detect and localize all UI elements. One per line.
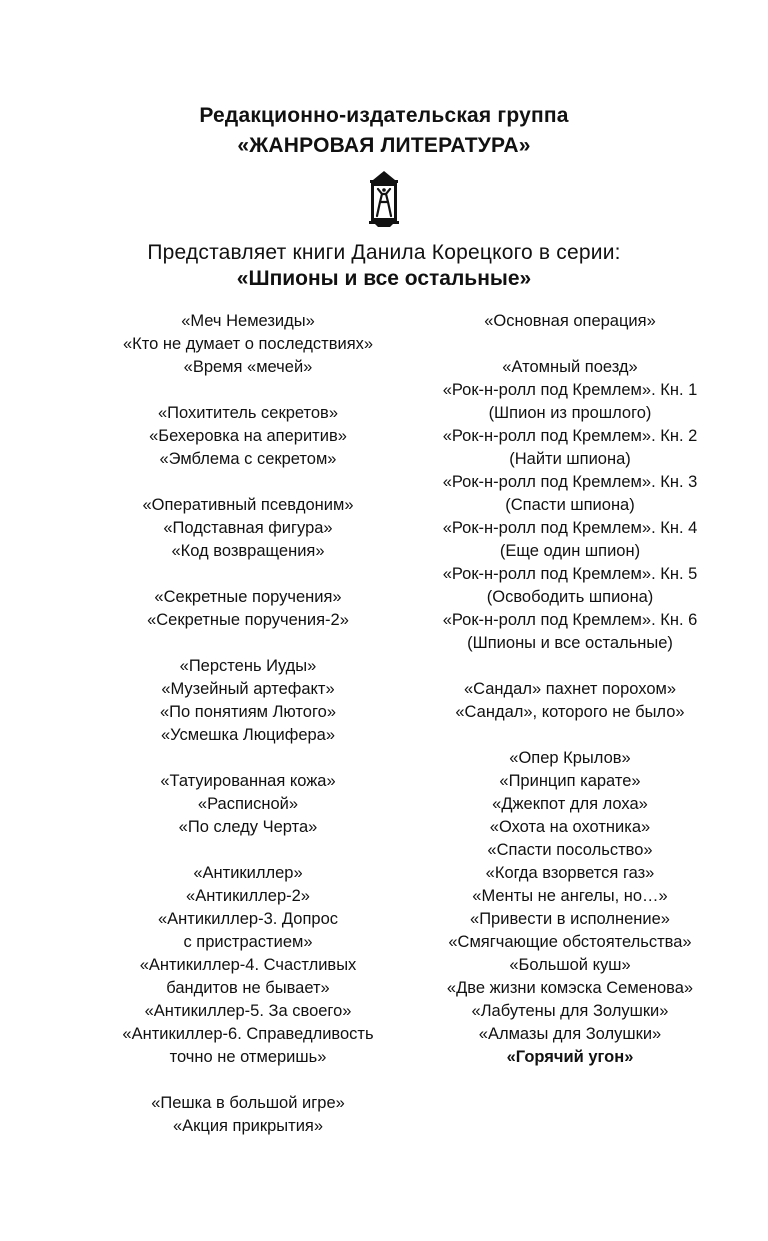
book-title: «Алмазы для Золушки» bbox=[478, 1025, 662, 1043]
list-spacer bbox=[418, 655, 722, 678]
book-title: с пристрастием» bbox=[183, 933, 313, 951]
book-list-left bbox=[100, 310, 396, 1138]
book-title: «По понятиям Лютого» bbox=[160, 703, 336, 721]
book-title: «Опер Крылов» bbox=[509, 749, 631, 767]
book-title: «Спасти посольство» bbox=[487, 841, 653, 859]
book-title: «Музейный артефакт» bbox=[161, 680, 335, 698]
book-title: (Спасти шпиона) bbox=[505, 496, 635, 514]
book-title: (Освободить шпиона) bbox=[486, 588, 654, 606]
book-title: «Меч Немезиды» bbox=[181, 312, 315, 330]
series-intro: Представляет книги Данила Корецкого в серии: bbox=[147, 241, 621, 264]
publisher-name-line2: «ЖАНРОВАЯ ЛИТЕРАТУРА» bbox=[237, 134, 531, 157]
book-title: «Перстень Иуды» bbox=[179, 657, 317, 675]
book-title: «Атомный поезд» bbox=[502, 358, 638, 376]
book-title: «Антикиллер-5. За своего» bbox=[144, 1002, 352, 1020]
book-title: «Менты не ангелы, но…» bbox=[472, 887, 668, 905]
lantern-logo-icon bbox=[365, 170, 403, 228]
book-title: «Привести в исполнение» bbox=[470, 910, 670, 928]
publisher-header bbox=[0, 101, 768, 292]
book-title: «Антикиллер-4. Счастливых bbox=[139, 956, 357, 974]
book-title: «Горячий угон» bbox=[506, 1048, 634, 1066]
book-title: «Смягчающие обстоятельства» bbox=[448, 933, 692, 951]
book-title: «Похититель секретов» bbox=[157, 404, 339, 422]
book-title: «Расписной» bbox=[197, 795, 299, 813]
list-spacer bbox=[100, 563, 396, 586]
book-title: «Лабутены для Золушки» bbox=[471, 1002, 669, 1020]
book-title: «Основная операция» bbox=[484, 312, 656, 330]
book-title: «Время «мечей» bbox=[183, 358, 313, 376]
book-title: (Найти шпиона) bbox=[509, 450, 631, 468]
book-title: «Подставная фигура» bbox=[163, 519, 333, 537]
book-title: «По следу Черта» bbox=[178, 818, 318, 836]
book-title: «Секретные поручения-2» bbox=[147, 611, 349, 629]
book-title: «Рок-н-ролл под Кремлем». Кн. 4 bbox=[442, 519, 698, 537]
book-title: «Кто не думает о последствиях» bbox=[122, 335, 374, 353]
book-title: «Когда взорвется газ» bbox=[485, 864, 655, 882]
book-title: «Антикиллер» bbox=[193, 864, 303, 882]
book-title: «Рок-н-ролл под Кремлем». Кн. 1 bbox=[442, 381, 698, 399]
book-title: «Сандал» пахнет порохом» bbox=[463, 680, 677, 698]
list-spacer bbox=[100, 632, 396, 655]
book-list-right bbox=[418, 310, 722, 1069]
list-spacer bbox=[100, 379, 396, 402]
book-title: «Рок-н-ролл под Кремлем». Кн. 5 bbox=[442, 565, 698, 583]
book-title: «Сандал», которого не было» bbox=[455, 703, 685, 721]
list-spacer bbox=[100, 839, 396, 862]
book-title: (Еще один шпион) bbox=[499, 542, 641, 560]
book-title: точно не отмеришь» bbox=[169, 1048, 327, 1066]
book-title: «Татуированная кожа» bbox=[160, 772, 336, 790]
book-title: «Рок-н-ролл под Кремлем». Кн. 2 bbox=[442, 427, 698, 445]
book-title: «Секретные поручения» bbox=[154, 588, 342, 606]
book-title: «Код возвращения» bbox=[171, 542, 325, 560]
book-title: (Шпион из прошлого) bbox=[488, 404, 652, 422]
list-spacer bbox=[100, 471, 396, 494]
book-title: «Джекпот для лоха» bbox=[492, 795, 648, 813]
list-spacer bbox=[418, 724, 722, 747]
book-title: (Шпионы и все остальные) bbox=[467, 634, 673, 652]
book-title: «Две жизни комэска Семенова» bbox=[446, 979, 694, 997]
book-title: «Большой куш» bbox=[509, 956, 631, 974]
book-title: «Акция прикрытия» bbox=[172, 1117, 324, 1135]
publisher-name-line1: Редакционно-издательская группа bbox=[199, 104, 569, 127]
list-spacer bbox=[418, 333, 722, 356]
list-spacer bbox=[100, 747, 396, 770]
book-title: «Рок-н-ролл под Кремлем». Кн. 3 bbox=[442, 473, 698, 491]
book-title: «Усмешка Люцифера» bbox=[160, 726, 336, 744]
series-title: «Шпионы и все остальные» bbox=[236, 267, 532, 290]
book-title: «Оперативный псевдоним» bbox=[142, 496, 354, 514]
list-spacer bbox=[100, 1069, 396, 1092]
book-title: бандитов не бывает» bbox=[166, 979, 330, 997]
book-title: «Пешка в большой игре» bbox=[151, 1094, 345, 1112]
book-title: «Принцип карате» bbox=[499, 772, 641, 790]
book-title: «Эмблема с секретом» bbox=[159, 450, 337, 468]
book-title: «Антикиллер-6. Справедливость bbox=[122, 1025, 374, 1043]
book-title: «Антикиллер-3. Допрос bbox=[157, 910, 339, 928]
book-title: «Бехеровка на аперитив» bbox=[149, 427, 347, 445]
book-title: «Охота на охотника» bbox=[489, 818, 651, 836]
book-title: «Рок-н-ролл под Кремлем». Кн. 6 bbox=[442, 611, 698, 629]
book-title: «Антикиллер-2» bbox=[186, 887, 310, 905]
